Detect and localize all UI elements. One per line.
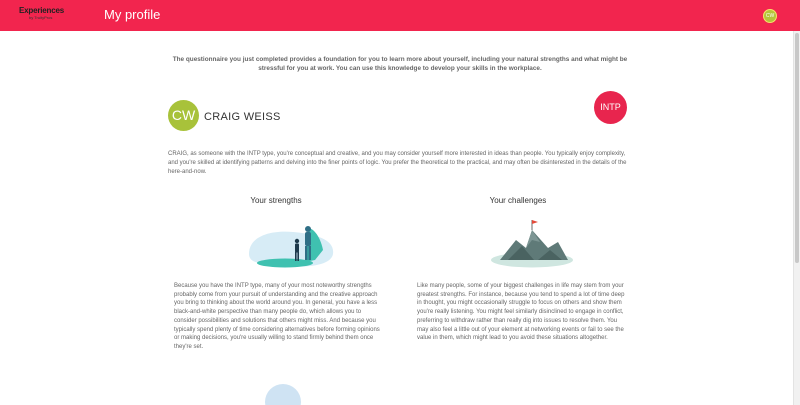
next-section-illustration [265, 384, 301, 405]
profile-name: CRAIG WEISS [204, 111, 281, 123]
app-header [0, 0, 800, 31]
strengths-text: Because you have the INTP type, many of your most noteworthy strengths probably come from your pursuit of understanding and the creative approach you bring to thinking about the world around you. In general, you have a less black-and-white perspective than many people do, which allows you to consider possibilities and solutions that others might miss. And because you typically spend plenty of time considering alternatives before forming opinions or making decisions, you're usually willing to stand firmly behind them once they're set. [174, 283, 380, 350]
strengths-title: Your strengths [250, 196, 302, 205]
personality-type-badge: INTP [594, 91, 627, 124]
scrollbar-thumb[interactable] [795, 33, 799, 263]
brand-sub: by TruityPros [29, 15, 53, 20]
challenges-title: Your challenges [489, 196, 547, 205]
mountain-flag-icon [488, 218, 574, 270]
profile-avatar: CW [168, 100, 199, 131]
vertical-scrollbar[interactable] [793, 31, 800, 405]
user-avatar-button[interactable]: CW [763, 9, 777, 23]
challenges-text: Like many people, some of your biggest challenges in life may stem from your greatest strengths. For instance, because you tend to spend a lot of time deep in thought, you might occasionally struggle to focus on others and show them you're really listening. You might feel similarly disinclined to engage in conflict, preferring to withdraw rather than really dig into issues to resolve them. You may also feel a little out of your element at networking events or fail to see the value in them, which might lead to you avoid these situations altogether. [417, 283, 625, 342]
brand-name: Experiences [19, 6, 64, 15]
page-title: My profile [104, 7, 161, 22]
type-description: CRAIG, as someone with the INTP type, you're conceptual and creative, and you may consider yourself more interested in ideas than people. You typically enjoy complexity, and you're skilled at identifying patterns and delving into the finer points of logic. You prefer the theoretical to the practical, and may often be disinterested in the details of the here-and-now. [168, 151, 627, 175]
intro-text: The questionnaire you just completed provides a foundation for you to learn more about yourself, including your natural strengths and what might be stressful for you at work. You can use this knowledge to develop your skills in the workplace. [172, 56, 628, 72]
brand-logo[interactable] [19, 6, 64, 20]
superhero-cape-icon [245, 222, 337, 270]
